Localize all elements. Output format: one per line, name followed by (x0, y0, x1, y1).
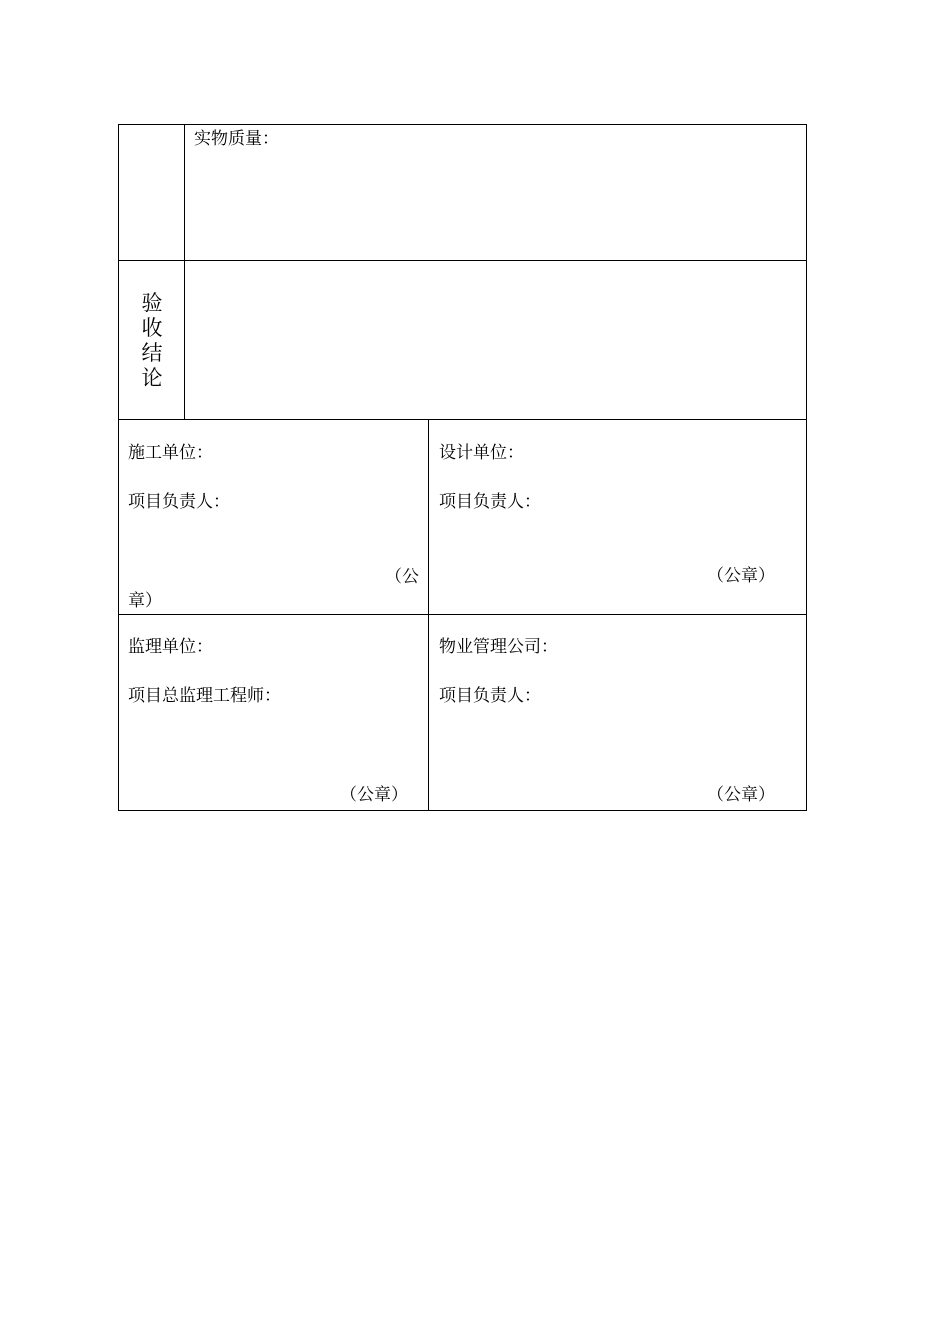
conclusion-label: 验收结论 (141, 291, 163, 390)
design-seal: （公章） (707, 566, 775, 586)
center-column-divider (428, 419, 429, 811)
design-manager-label: 项目负责人： (439, 492, 541, 512)
quality-label: 实物质量： (194, 129, 279, 149)
supervision-seal: （公章） (340, 785, 408, 805)
construction-seal-part2: 章） (128, 591, 162, 611)
supervision-manager-label: 项目总监理工程师： (128, 686, 281, 706)
row-divider-signatures (119, 614, 806, 615)
construction-seal-part1: （公 (385, 567, 419, 587)
construction-manager-label: 项目负责人： (128, 492, 230, 512)
left-column-divider-top (184, 125, 185, 420)
row-divider-conclusion (119, 419, 806, 420)
design-unit-label: 设计单位： (439, 443, 524, 463)
property-seal: （公章） (707, 785, 775, 805)
supervision-unit-label: 监理单位： (128, 637, 213, 657)
property-unit-label: 物业管理公司： (439, 637, 558, 657)
construction-unit-label: 施工单位： (128, 443, 213, 463)
acceptance-form-table (118, 124, 807, 811)
row-divider-quality (119, 260, 806, 261)
property-manager-label: 项目负责人： (439, 686, 541, 706)
